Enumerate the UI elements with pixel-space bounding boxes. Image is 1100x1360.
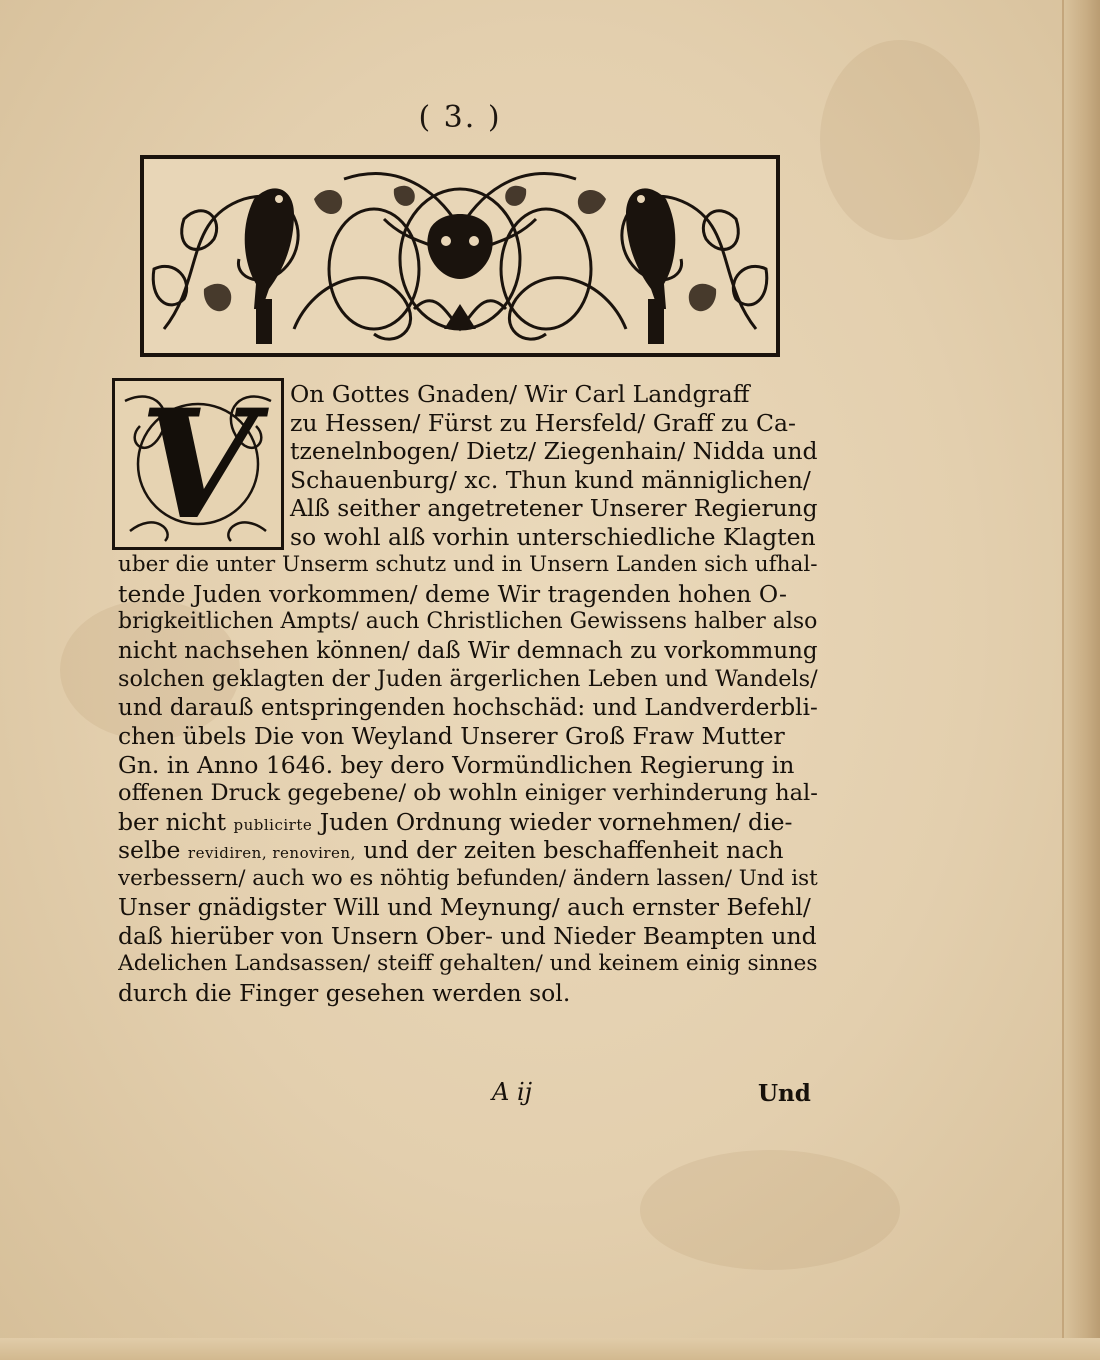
page-edge-bottom [0,1338,1100,1360]
text-line: solchen geklagten der Juden ärgerlichen Leben und Wandels/ [118,666,818,692]
page-number: ( 3. ) [418,100,502,135]
text-line: brigkeitlichen Ampts/ auch Christlichen Gewissens halber also [118,609,818,634]
body-text [118,380,818,1007]
text-segment: und der zeiten beschaffenheit nach [355,836,784,864]
text-line: zu Hessen/ Fürst zu Hersfeld/ Graff zu Ca- [290,408,796,437]
text-line: On Gottes Gnaden/ Wir Carl Landgraff [290,380,750,408]
text-line: Unser gnädigster Will und Meynung/ auch ernster Befehl/ [118,893,811,921]
latin-term: revidiren, renoviren, [187,844,356,862]
text-line: verbessern/ auch wo es nöhtig befunden/ ändern lassen/ Und ist [118,865,818,891]
text-segment: Juden Ordnung wieder vornehmen/ die- [312,807,793,836]
text-line: Alß seither angetretener Unserer Regierung [290,494,818,522]
text-segment: selbe [118,836,188,864]
text-line: Gn. in Anno 1646. bey dero Vormündlichen Regierung in [118,750,795,779]
text-line: tzenelnbogen/ Dietz/ Ziegenhain/ Nidda und [290,437,818,465]
text-line: Schauenburg/ xc. Thun kund männiglichen/ [290,465,811,494]
headpiece-ornament-graphic [144,159,776,353]
text-line: so wohl alß vorhin unterschiedliche Klagten [290,522,816,551]
text-line: chen übels Die von Weyland Unserer Groß Fraw Mutter [118,722,785,750]
text-line [118,808,818,837]
text-line: daß hierüber von Unsern Ober- und Nieder Beampten und [118,921,817,950]
catchword: Und [758,1080,811,1107]
initial-letter: V [139,377,257,553]
page-edge [1062,0,1100,1360]
text-line: und darauß entspringenden hochschäd: und Landverderbli- [118,694,818,721]
text-line: tende Juden vorkommen/ deme Wir tragenden hohen O- [118,579,787,608]
paper-stain [640,1150,900,1270]
ornamental-headpiece [140,155,780,357]
text-line: uber die unter Unserm schutz und in Unsern Landen sich ufhal- [118,552,818,577]
text-line: offenen Druck gegebene/ ob wohln einiger verhinderung hal- [118,780,818,806]
text-line: durch die Finger gesehen werden sol. [118,978,571,1007]
text-segment: ber nicht [118,807,234,836]
text-line: nicht nachsehen können/ daß Wir demnach zu vorkommung [118,637,818,664]
paper-stain [820,40,980,240]
text-line [118,836,818,865]
latin-term: publicirte [233,815,313,834]
signature-mark: A ij [492,1078,533,1106]
text-line: Adelichen Landsassen/ steiff gehalten/ und keinem einig sinnes [118,951,818,976]
